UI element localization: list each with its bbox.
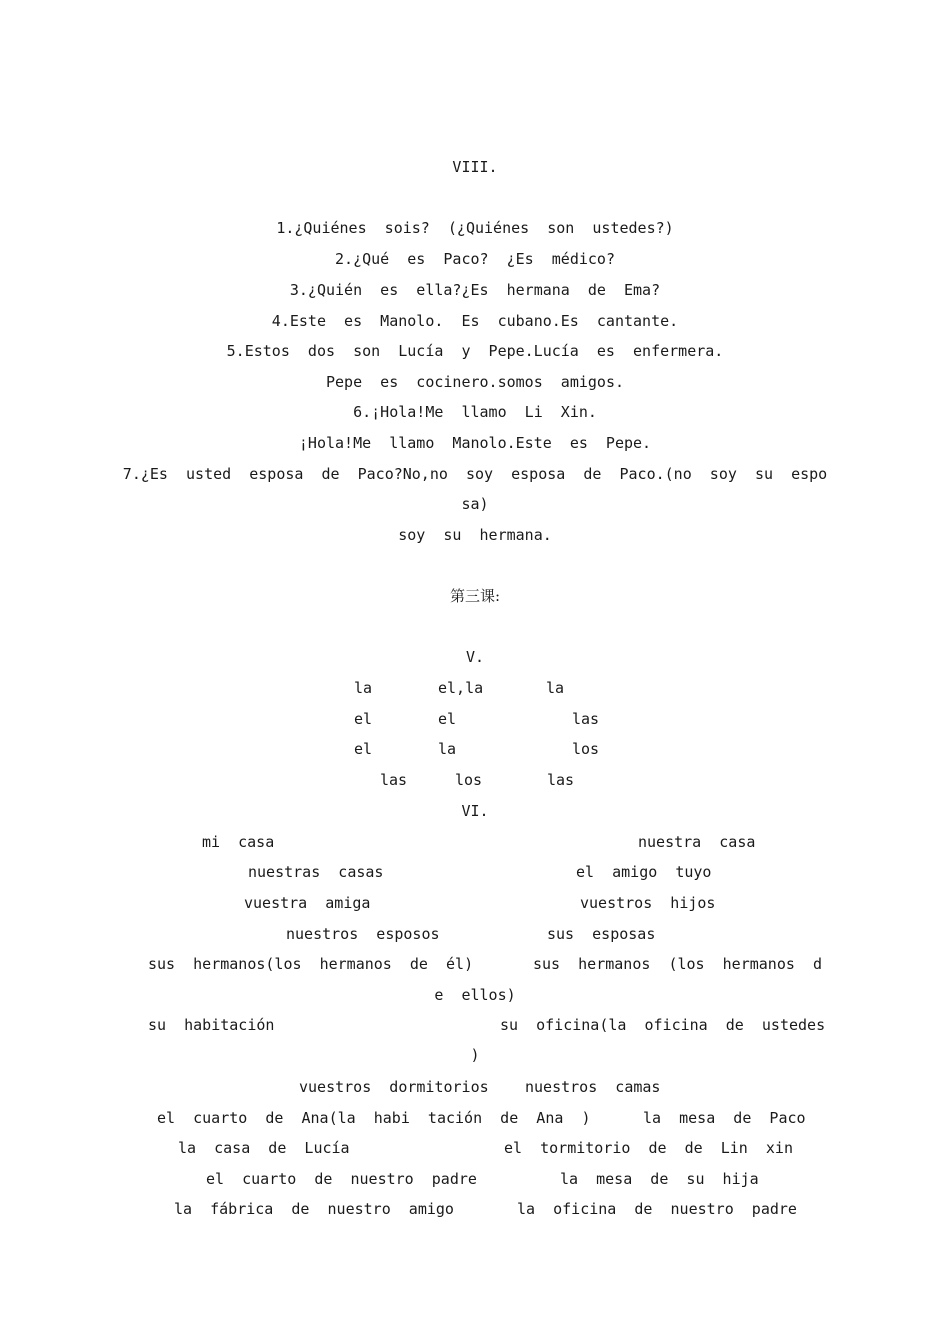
exercise-line: ¡Hola!Me llamo Manolo.Este es Pepe.: [298, 434, 652, 452]
possessive-answer: la oficina de nuestro padre: [517, 1200, 797, 1218]
exercise-line: 7.¿Es usted esposa de Paco?No,no soy esposa de Paco.(no soy su espo: [122, 465, 828, 483]
possessive-answer: sus hermanos (los hermanos d: [533, 955, 822, 973]
article-answer: el: [354, 740, 373, 758]
article-answer: la: [438, 740, 457, 758]
section-heading-vi: VI.: [461, 802, 489, 820]
section-heading-v: V.: [465, 648, 485, 666]
possessive-answer: la mesa de Paco: [643, 1109, 806, 1127]
article-answer: el: [438, 710, 457, 728]
possessive-answer: el amigo tuyo: [576, 863, 712, 881]
possessive-answer: el cuarto de Ana(la habi tación de Ana ): [157, 1109, 591, 1127]
possessive-answer: su oficina(la oficina de ustedes: [500, 1016, 826, 1034]
possessive-answer-continued: ): [470, 1046, 480, 1064]
possessive-answer: el cuarto de nuestro padre: [206, 1170, 477, 1188]
possessive-answer: sus hermanos(los hermanos de él): [148, 955, 474, 973]
possessive-answer: su habitación: [148, 1016, 275, 1034]
possessive-answer-continued: e ellos): [434, 986, 516, 1004]
possessive-answer: la mesa de su hija: [560, 1170, 759, 1188]
possessive-answer: nuestros esposos: [286, 925, 440, 943]
exercise-line: 6.¡Hola!Me llamo Li Xin.: [353, 403, 597, 421]
exercise-line: Pepe es cocinero.somos amigos.: [325, 373, 624, 391]
exercise-line: 1.¿Quiénes sois? (¿Quiénes son ustedes?): [276, 219, 674, 237]
article-answer: las: [547, 771, 575, 789]
article-answer: la: [354, 679, 373, 697]
possessive-answer: vuestros dormitorios: [299, 1078, 489, 1096]
possessive-answer: el tormitorio de de Lin xin: [504, 1139, 793, 1157]
possessive-answer: vuestra amiga: [244, 894, 371, 912]
possessive-answer: la casa de Lucía: [178, 1139, 350, 1157]
article-answer: el: [354, 710, 373, 728]
possessive-answer: nuestras casas: [248, 863, 384, 881]
section-heading-viii: VIII.: [452, 158, 498, 176]
possessive-answer: vuestros hijos: [580, 894, 716, 912]
possessive-answer: la fábrica de nuestro amigo: [174, 1200, 454, 1218]
exercise-line: 2.¿Qué es Paco? ¿Es médico?: [335, 250, 615, 268]
article-answer: la: [546, 679, 565, 697]
exercise-line: 4.Este es Manolo. Es cubano.Es cantante.: [271, 312, 679, 330]
possessive-answer: nuestros camas: [525, 1078, 661, 1096]
possessive-answer: sus esposas: [547, 925, 656, 943]
exercise-line: 3.¿Quién es ella?¿Es hermana de Ema?: [289, 281, 661, 299]
exercise-line: sa): [461, 495, 489, 513]
exercise-line: soy su hermana.: [398, 526, 552, 544]
exercise-line: 5.Estos dos son Lucía y Pepe.Lucía es enfermera.: [226, 342, 724, 360]
lesson-title: 第三课:: [449, 587, 501, 605]
article-answer: las: [380, 771, 408, 789]
article-answer: el,la: [438, 679, 484, 697]
article-answer: los: [455, 771, 483, 789]
article-answer: las: [572, 710, 600, 728]
possessive-answer: nuestra casa: [638, 833, 756, 851]
possessive-answer: mi casa: [202, 833, 275, 851]
article-answer: los: [572, 740, 600, 758]
